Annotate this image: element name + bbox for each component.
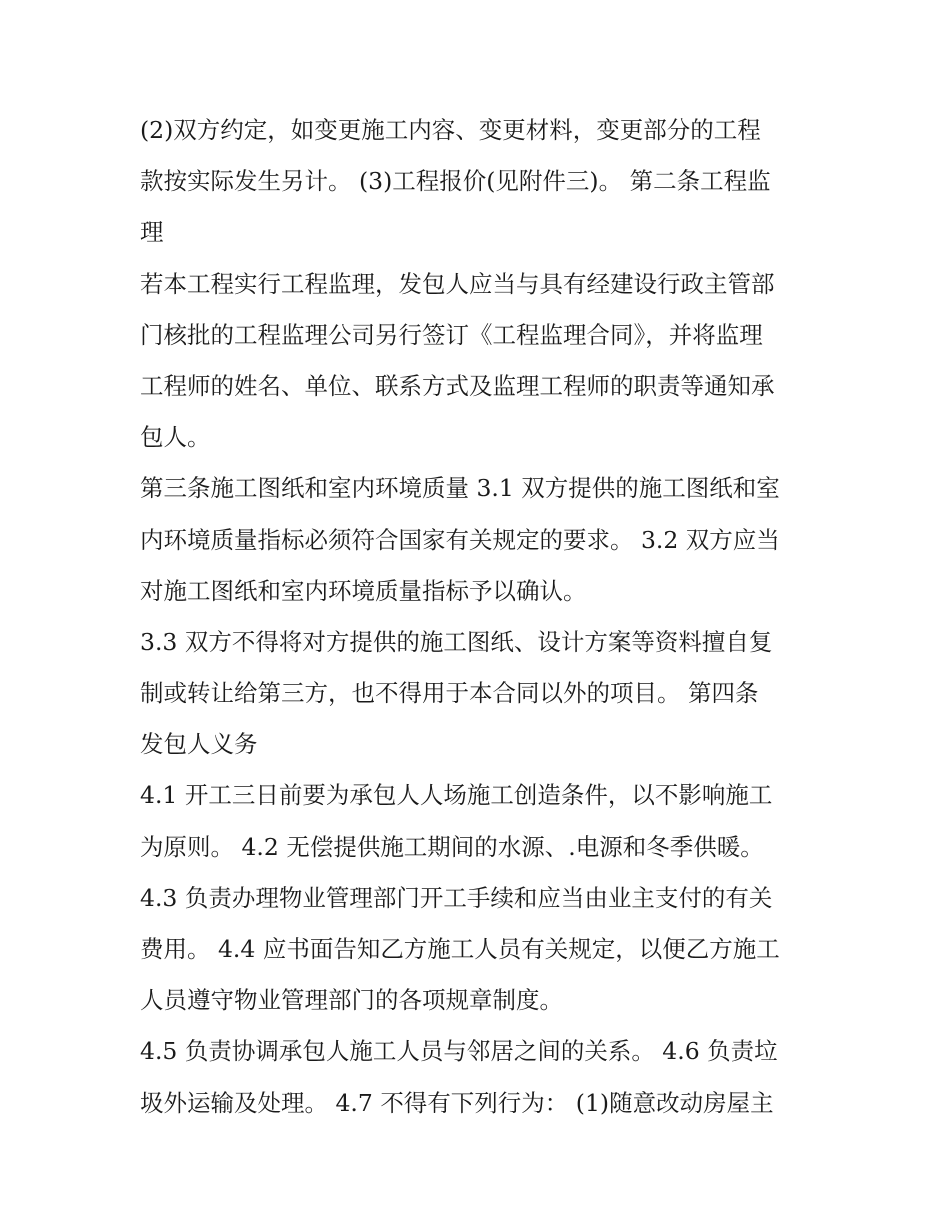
text-line: 对施工图纸和室内环境质量指标予以确认。 bbox=[140, 576, 587, 605]
text-line: 理 bbox=[140, 218, 164, 247]
text-line: (2)双方约定，如变更施工内容、变更材料，变更部分的工程 bbox=[140, 116, 761, 144]
text-line: 包人。 bbox=[140, 423, 211, 452]
text-line: 4.5 负责协调承包人施工人员与邻居之间的关系。 4.6 负责垃 bbox=[140, 1037, 778, 1066]
text-line: 发包人义务 bbox=[140, 730, 258, 759]
text-line: 款按实际发生另计。 (3)工程报价(见附件三)。 第二条工程监 bbox=[140, 167, 771, 196]
text-line: 费用。 4.4 应书面告知乙方施工人员有关规定，以便乙方施工 bbox=[140, 935, 780, 963]
text-line: 工程师的姓名、单位、联系方式及监理工程师的职责等通知承 bbox=[140, 371, 775, 400]
text-line: 人员遵守物业管理部门的各项规章制度。 bbox=[140, 986, 563, 1015]
text-line: 4.1 开工三日前要为承包人人场施工创造条件，以不影响施工 bbox=[140, 781, 773, 810]
text-line: 第三条施工图纸和室内环境质量 3.1 双方提供的施工图纸和室 bbox=[140, 474, 780, 503]
text-line: 3.3 双方不得将对方提供的施工图纸、设计方案等资料擅自复 bbox=[140, 627, 773, 656]
text-line: 圾外运输及处理。 4.7 不得有下列行为： (1)随意改动房屋主 bbox=[140, 1088, 774, 1117]
text-line: 制或转让给第三方，也不得用于本合同以外的项目。 第四条 bbox=[140, 679, 759, 708]
text-line: 门核批的工程监理公司另行签订《工程监理合同》，并将监理 bbox=[140, 320, 763, 349]
document-body bbox=[140, 105, 820, 1129]
text-line: 4.3 负责办理物业管理部门开工手续和应当由业主支付的有关 bbox=[140, 883, 773, 912]
text-line: 若本工程实行工程监理，发包人应当与具有经建设行政主管部 bbox=[140, 269, 775, 298]
text-line: 内环境质量指标必须符合国家有关规定的要求。 3.2 双方应当 bbox=[140, 525, 780, 554]
text-line: 为原则。 4.2 无偿提供施工期间的水源、.电源和冬季供暖。 bbox=[140, 832, 764, 861]
